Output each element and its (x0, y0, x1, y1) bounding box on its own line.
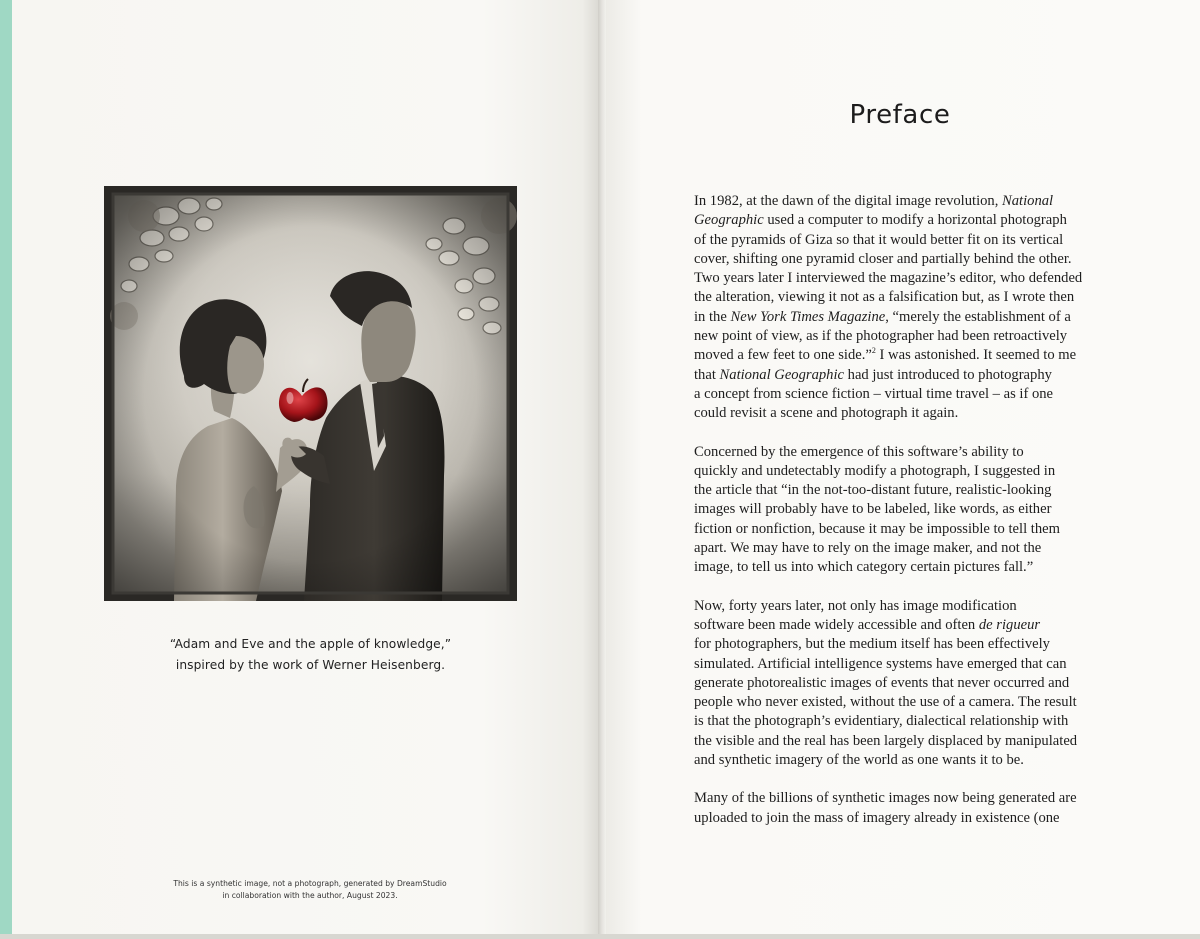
text-line: In 1982, at the dawn of the digital image revolution, National (694, 193, 1054, 209)
text-line: Geographic used a computer to modify a horizontal photograph (694, 212, 1067, 229)
text-line: apart. We may have to rely on the image maker, and not the (694, 540, 1042, 557)
credit-line: This is a synthetic image, not a photograph, generated by DreamStudio (173, 879, 447, 888)
text-line: software been made widely accessible and often de rigueur (694, 616, 1041, 633)
caption-line: “Adam and Eve and the apple of knowledge,” (169, 637, 452, 651)
page-title: Preface (849, 100, 951, 130)
text-line: the alteration, viewing it not as a falsification but, as I wrote then (694, 289, 1075, 306)
caption-line: inspired by the work of Werner Heisenberg. (175, 658, 446, 672)
text-line: and synthetic imagery of the world as one wants it to be. (694, 752, 1024, 769)
page-bottom-edge (0, 934, 1200, 939)
text-line: quickly and undetectably modify a photograph, I suggested in (694, 462, 1056, 479)
paragraph-2 (694, 443, 1114, 578)
text-line: a concept from science fiction – virtual time travel – as if one (694, 385, 1054, 402)
text-line: Concerned by the emergence of this software’s ability to (694, 443, 1024, 460)
text-line: for photographers, but the medium itself has been effectively (694, 636, 1050, 653)
text-line: generate photorealistic images of events that never occurred and (694, 674, 1070, 691)
figure-image (104, 186, 517, 601)
synthetic-photograph (104, 186, 517, 601)
italic-title: Geographic (694, 212, 764, 229)
paragraph-4 (694, 789, 1114, 828)
footnote-reference: 2 (871, 346, 876, 356)
paragraph-1 (694, 192, 1114, 424)
text-line: moved a few feet to one side.”$^2$ I was astonished. It seemed to me (694, 346, 1077, 364)
text-line: new point of view, as if the photographer had been retroactively (694, 328, 1068, 345)
book-edge-strip (0, 0, 12, 939)
text-line: could revisit a scene and photograph it again. (694, 405, 959, 422)
text-line: Now, forty years later, not only has image modification (694, 597, 1017, 614)
text-line: that National Geographic had just introduced to photography (694, 366, 1052, 383)
italic-title: National (1002, 193, 1054, 209)
text-line: the visible and the real has been largely displaced by manipulated (694, 732, 1078, 749)
text-line: images will probably have to be labeled, like words, as either (694, 501, 1052, 518)
text-line: in the New York Times Magazine, “merely the establishment of a (694, 308, 1071, 325)
preface-body (694, 192, 1114, 847)
text-line: Two years later I interviewed the magazine’s editor, who defended (694, 270, 1083, 287)
image-credit-note (110, 878, 510, 902)
italic-title: National Geographic (719, 366, 844, 383)
paragraph-3 (694, 597, 1114, 771)
book-gutter (598, 0, 606, 939)
text-line: Many of the billions of synthetic images now being generated are (694, 790, 1077, 807)
text-line: people who never existed, without the use of a camera. The result (694, 694, 1077, 711)
text-line: image, to tell us into which category certain pictures fall.” (694, 559, 1034, 576)
text-line: cover, shifting one pyramid closer and partially behind the other. (694, 250, 1072, 267)
credit-line: in collaboration with the author, August 2023. (222, 891, 398, 900)
text-line: of the pyramids of Giza so that it would better fit on its vertical (694, 231, 1064, 248)
text-line: is that the photograph’s evidentiary, dialectical relationship with (694, 713, 1069, 730)
italic-title: New York Times Magazine (730, 308, 886, 325)
text-line: uploaded to join the mass of imagery already in existence (one (694, 809, 1060, 826)
figure-caption (104, 634, 517, 676)
text-line: fiction or nonfiction, because it may be impossible to tell them (694, 520, 1060, 537)
text-line: simulated. Artificial intelligence systems have emerged that can (694, 655, 1067, 672)
italic-phrase: de rigueur (978, 616, 1041, 633)
text-line: the article that “in the not-too-distant future, realistic-looking (694, 482, 1052, 499)
